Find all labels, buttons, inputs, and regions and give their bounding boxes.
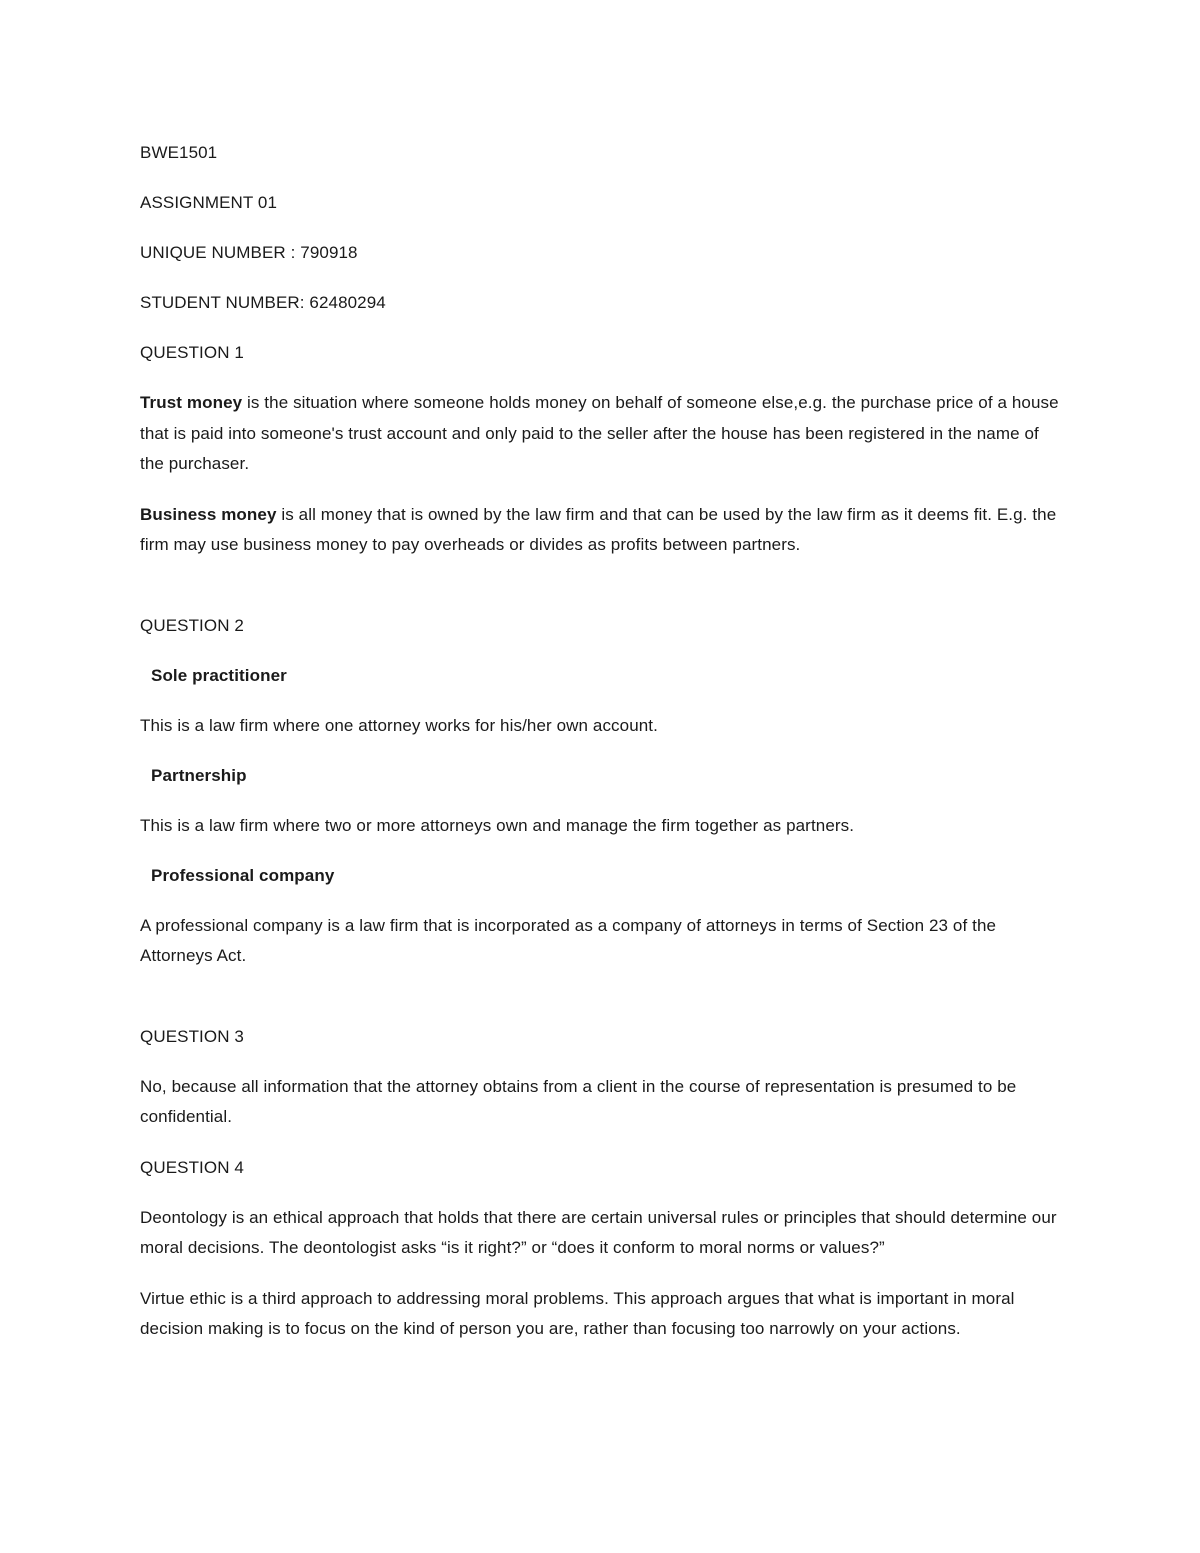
student-number: STUDENT NUMBER: 62480294 <box>140 293 386 312</box>
trust-money-term: Trust money <box>140 393 243 412</box>
partnership-heading: Partnership <box>151 765 247 785</box>
document-page <box>140 138 1060 1365</box>
professional-company-text: A professional company is a law firm that is incorporated as a company of attorneys in terms of Section 23 of the Attorneys Act. <box>140 915 997 965</box>
virtue-ethic-paragraph: Virtue ethic is a third approach to addressing moral problems. This approach argues that what is important in moral decision making is to focus on the kind of person you are, rather than focusing too narrowly on your actions. <box>140 1288 1015 1338</box>
trust-money-paragraph <box>140 388 1060 480</box>
unique-number: UNIQUE NUMBER : 790918 <box>140 243 358 262</box>
deontology-paragraph: Deontology is an ethical approach that holds that there are certain universal rules or principles that should determine our moral decisions. The deontologist asks “is it right?” or “does it conform to moral norms or values?” <box>140 1207 1057 1257</box>
question-3-heading: QUESTION 3 <box>140 1026 244 1046</box>
professional-company-heading: Professional company <box>151 865 335 885</box>
question-4-heading: QUESTION 4 <box>140 1157 244 1177</box>
business-money-term: Business money <box>140 504 277 524</box>
business-money-paragraph <box>140 500 1060 561</box>
business-money-text: is all money that is owned by the law firm and that can be used by the law firm as it deems fit. E.g. the firm may use business money to pay overheads or divides as profits between partners. <box>140 504 1057 554</box>
sole-practitioner-text: This is a law firm where one attorney works for his/her own account. <box>140 715 658 735</box>
question-2-heading: QUESTION 2 <box>140 615 244 635</box>
sole-practitioner-heading: Sole practitioner <box>151 665 287 685</box>
question-3-answer: No, because all information that the attorney obtains from a client in the course of representation is presumed to be confidential. <box>140 1076 1017 1126</box>
question-1-heading: QUESTION 1 <box>140 343 244 362</box>
partnership-text: This is a law firm where two or more attorneys own and manage the firm together as partners. <box>140 815 855 835</box>
assignment-title: ASSIGNMENT 01 <box>140 193 278 212</box>
course-code: BWE1501 <box>140 143 218 162</box>
trust-money-text: is the situation where someone holds money on behalf of someone else,e.g. the purchase price of a house that is paid into someone's trust account and only paid to the seller after the house has been registered in the name of the purchaser. <box>140 393 1059 473</box>
